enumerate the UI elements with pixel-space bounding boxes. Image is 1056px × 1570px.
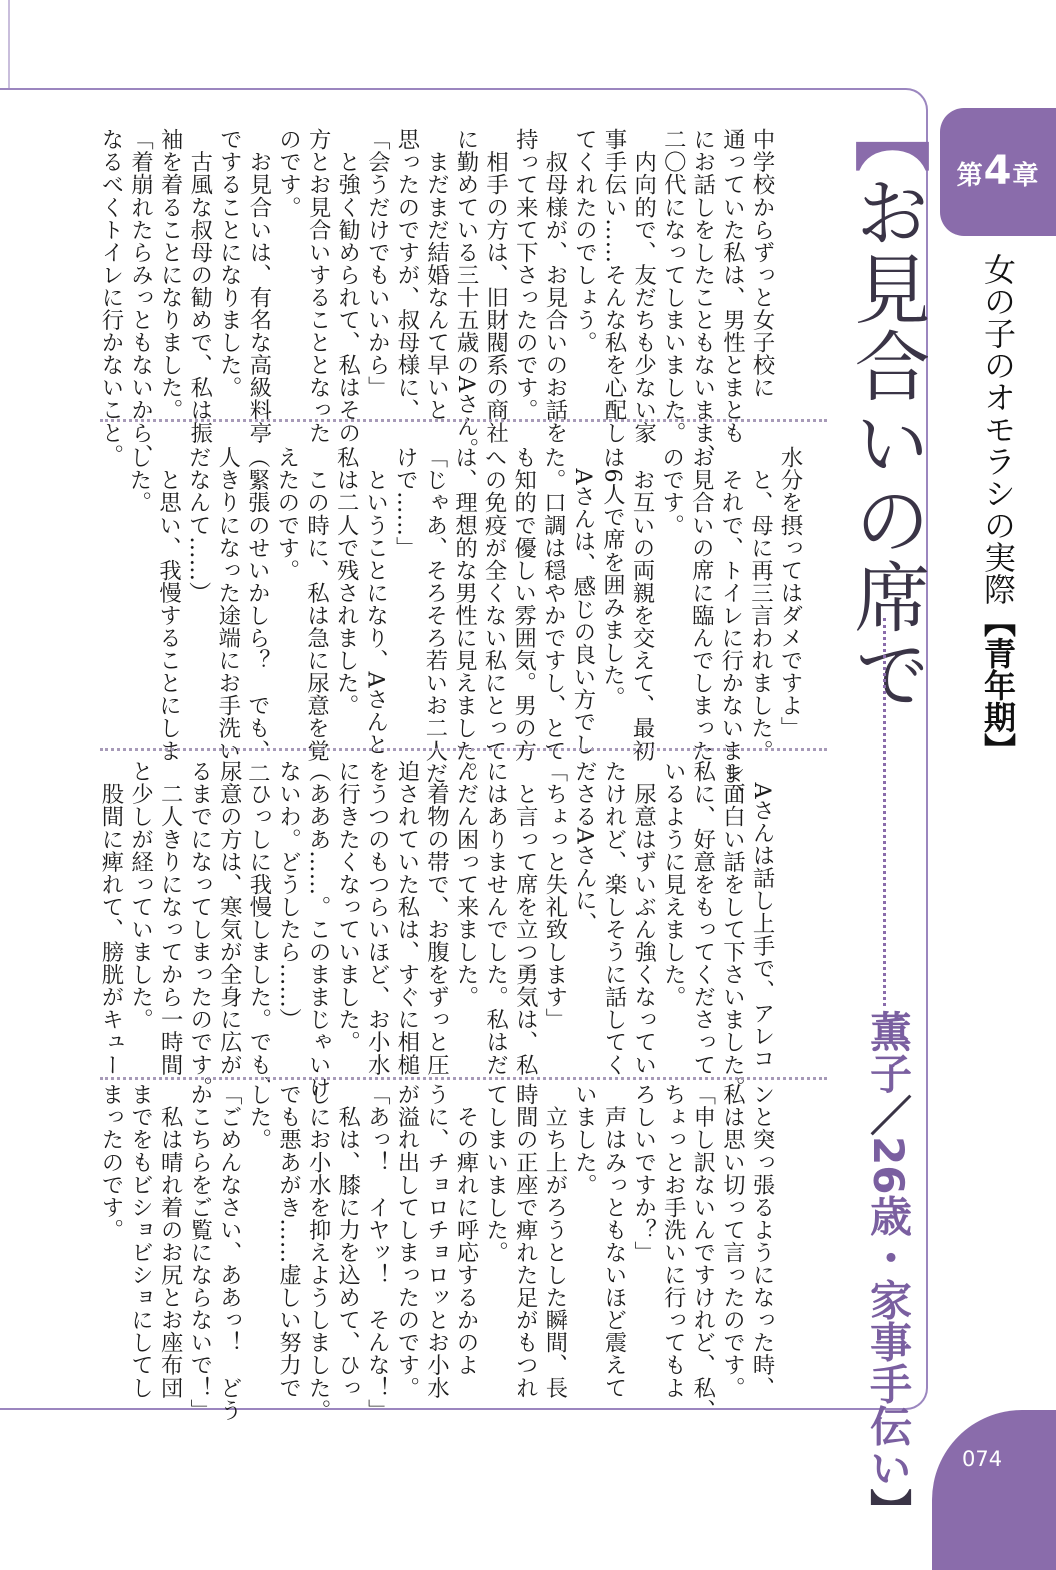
page-number: 074 xyxy=(962,1447,1003,1471)
byline-separator: ／ xyxy=(864,1094,913,1136)
margin-rule xyxy=(8,0,10,88)
byline-name: 薫子 xyxy=(864,1010,913,1094)
text-column-1: 中学校からずっと女子校に 通っていた私は、男性とまとも にお話しをしたこともないまま、 二〇代になってしまいました。 内向的で、友だちも少ない家 事手伝い……そんな私を心配し てくれたのでしょう。 叔母様が、お見合いのお話を 持って来て下さったのです。 相手の方は、旧財閥系の商社 に勤めている三十五歳のAさん。 まだまだ結婚なんて早いと 思ったのですが、叔母様に、 「会うだけでもいいから」 と強く勧められて、私はその 方とお見合いすることとなった のです。 お見合いは、有名な高級料亭 ですることになりました。 古風な叔母の勧めで、私は振 袖を着ることになりました。 「着崩れたらみっともないから、 なるべくトイレに行かないこと。 xyxy=(97,128,775,467)
title-leader-dots xyxy=(883,618,886,1006)
author-byline xyxy=(858,1010,918,1530)
chapter-number: 4 xyxy=(983,148,1013,194)
chapter-prefix: 第 xyxy=(956,161,984,191)
column-divider-2 xyxy=(100,748,827,751)
section-label: 【青年期】 xyxy=(979,605,1017,765)
byline-close-bracket: 】 xyxy=(864,1488,913,1531)
book-title: 女の子のオモラシの実際 xyxy=(979,253,1017,605)
page-number-corner xyxy=(932,1410,1056,1570)
article-title xyxy=(842,96,931,712)
column-divider-3 xyxy=(100,1077,827,1080)
byline-dot: ・ xyxy=(864,1236,913,1279)
column-divider-1 xyxy=(100,419,827,422)
text-column-3: Aさんは話し上手で、アレコ レ面白い話をして下さいました。 私に、好意をもってくださって いるように見えました。 尿意はずいぶん強くなってい たけれど、楽しそうに話してく ださるAさんに、 「ちょっと失礼致します」 と言って席を立つ勇気は、私 にはありませんでした。私はだ んだん困って来ました。 着物の帯で、お腹をずっと圧 迫されていた私は、すぐに相槌 をうつのもつらいほど、お小水 に行きたくなっていました。 （あああ……。このままじゃいけ ないわ。どうしたら……） ひっしに我慢しました。でも、 尿意の方は、寒気が全身に広が るまでになってしまったのです。 二人きりになってから一時間 と少しが経っていました。 股間に痺れて、膀胱がキュー xyxy=(97,760,775,1099)
running-title xyxy=(976,253,1020,765)
chapter-label xyxy=(940,148,1056,194)
text-column-4: ンと突っ張るようになった時、 私は思い切って言ったのです。 「申し訳ないんですけれど、私、 ちょっとお手洗いに行ってもよ ろしいですか？」 声はみっともないほど震えて いました。 立ち上がろうとした瞬間、長 時間の正座で痺れた足がもつれ てしまいました。 その痺れに呼応するかのよ うに、チョロチョロッとお小水 が溢れ出してしまったのです。 「あっ！ イヤッ！ そんな！」 私は、膝に力を込めて、ひっ しにお小水を抑えようしました。 でも悪あがき……虚しい努力で した。 「ごめんなさい、ああっ！ どう かこちらをご覧にならないで！」 私は晴れ着のお尻とお座布団 までをもビショビショにしてし まったのです。 xyxy=(97,1083,775,1422)
text-column-2: 水分を摂ってはダメですよ」 と、母に再三言われました。 それで、トイレに行かないまま、 お見合いの席に臨んでしまった のです。 お互いの両親を交えて、最初 は6人で席を囲みました。 Aさんは、感じの良い方でし た。口調は穏やかですし、とて も知的で優しい雰囲気。男の方 への免疫が全くない私にとって は、理想的な男性に見えました。 「じゃあ、そろそろ若いお二人だ けで……」 ということになり、Aさんと 私は二人で残されました。 この時に、私は急に尿意を覚 えたのです。 （緊張のせいかしら？ でも、二 人きりになった途端にお手洗い だなんて……） と思い、我慢することにしま した。 xyxy=(125,446,803,807)
chapter-suffix: 章 xyxy=(1012,161,1040,191)
byline-age: 26歳 xyxy=(864,1136,913,1237)
title-open-bracket: 【 xyxy=(842,96,931,173)
byline-occupation: 家事手伝い xyxy=(864,1278,913,1489)
title-text: お見合いの席で xyxy=(842,173,931,712)
